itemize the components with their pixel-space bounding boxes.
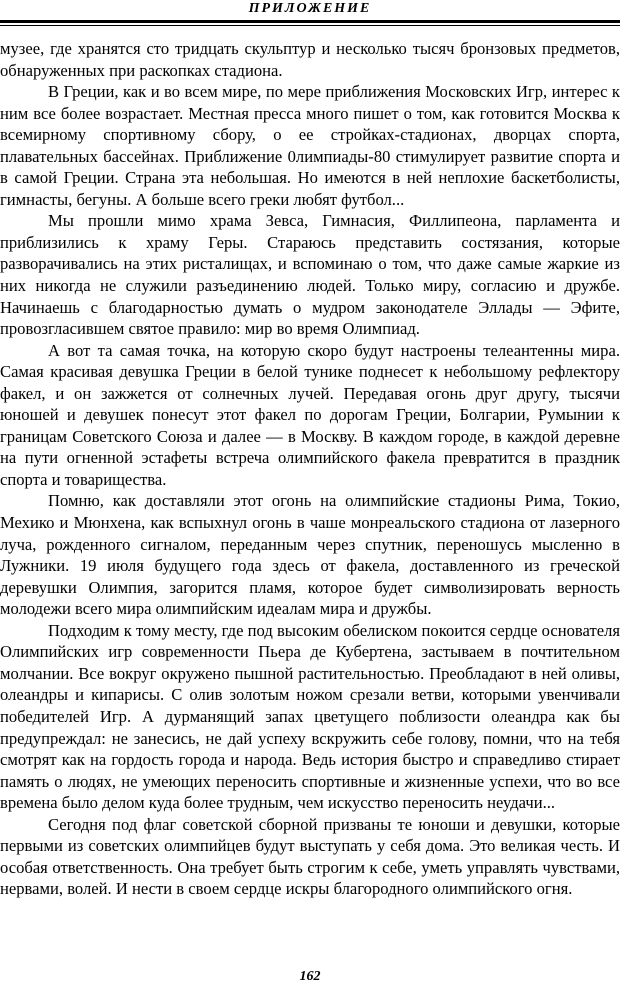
paragraph: В Греции, как и во всем мире, по мере приближения Московских Игр, интерес к ним все более возрастает. Местная пресса много пишет о том, как готовится Москва к всемирному спортивному сбору, о ее стройках-стадионах, дворцах спорта, плавательных бассейнах. Приближение 0лимпиады-80 стимулирует развитие спорта и в самой Греции. Страна эта небольшая. Но имеются в ней неплохие баскетболисты, гимнасты, бегуны. А больше всего греки любят футбол... — [0, 82, 620, 209]
paragraph: А вот та самая точка, на которую скоро будут настроены телеантенны мира. Самая красивая девушка Греции в белой тунике поднесет к небольшому рефлектору факел, и он зажжется от солнечных лучей. Передавая огонь друг другу, тысячи юношей и девушек понесут этот факел по дорогам Греции, Болгарии, Румынии к границам Советского Союза и далее — в Москву. В каждом городе, в каждой деревне на пути огненной эстафеты встреча олимпийского факела превратится в праздник спорта и товарищества. — [0, 340, 620, 489]
paragraph: Помню, как доставляли этот огонь на олимпийские стадионы Рима, Токио, Мехико и Мюнхена, как вспыхнул огонь в чаше монреальского стадиона от лазерного луча, рожденного сигналом, переданным через спутник, переношусь мысленно в Лужники. 19 июля будущего года здесь от факела, доставленного из греческой деревушки Олимпия, загорится пламя, которое будет символизировать верность молодежи всего мира олимпийским идеалам мира и дружбы. — [0, 491, 620, 619]
page-number: 162 — [299, 969, 321, 984]
paragraph-continued: музее, где хранятся сто тридцать скульптур и несколько тысяч бронзовых предметов, обнаруженных при раскопках стадиона. — [0, 39, 620, 80]
header-rule-thick — [0, 20, 620, 23]
body-text — [0, 38, 620, 900]
running-title: ПРИЛОЖЕНИЕ — [248, 1, 372, 16]
paragraph: Сегодня под флаг советской сборной призваны те юноши и девушки, которые первыми из советских олимпийцев будут выступать у себя дома. Это великая честь. И особая ответственность. Она требует быть строгим к себе, уметь управлять чувствами, нервами, волей. И нести в своем сердце искры благородного олимпийского огня. — [0, 814, 620, 899]
paragraph: Подходим к тому месту, где под высоким обелиском покоится сердце основателя Олимпийских игр современности Пьера де Кубертена, застываем в почтительном молчании. Все вокруг окружено пышной растительностью. Преобладают в ней оливы, олеандры и кипарисы. С олив золотым ножом срезали ветви, которыми увенчивали победителей Игр. А дурманящий запах цветущего поблизости олеандра как бы предупреждал: не занесись, не дай успеху вскружить себе голову, помни, что на тебя смотрят как на гордость города и народа. Ведь история быстро и справедливо стирает память о людях, не умеющих переносить спортивные и жизненные успехи, что во все времена было делом куда более трудным, чем искусство переносить неудачи... — [0, 620, 620, 813]
paragraph: Мы прошли мимо храма Зевса, Гимнасия, Филлипеона, парламента и приблизились к храму Геры. Стараюсь представить состязания, которые разворачивались на этих ристалищах, и вспоминаю о том, что даже самые жаркие из них никогда не служили разъединению людей. Только миру, согласию и дружбе. Начинаешь с благодарностью думать о мудром законодателе Эллады — Эфите, провозгласившем святое правило: мир во время Олимпиад. — [0, 211, 620, 339]
header-rule-thin — [0, 25, 620, 26]
